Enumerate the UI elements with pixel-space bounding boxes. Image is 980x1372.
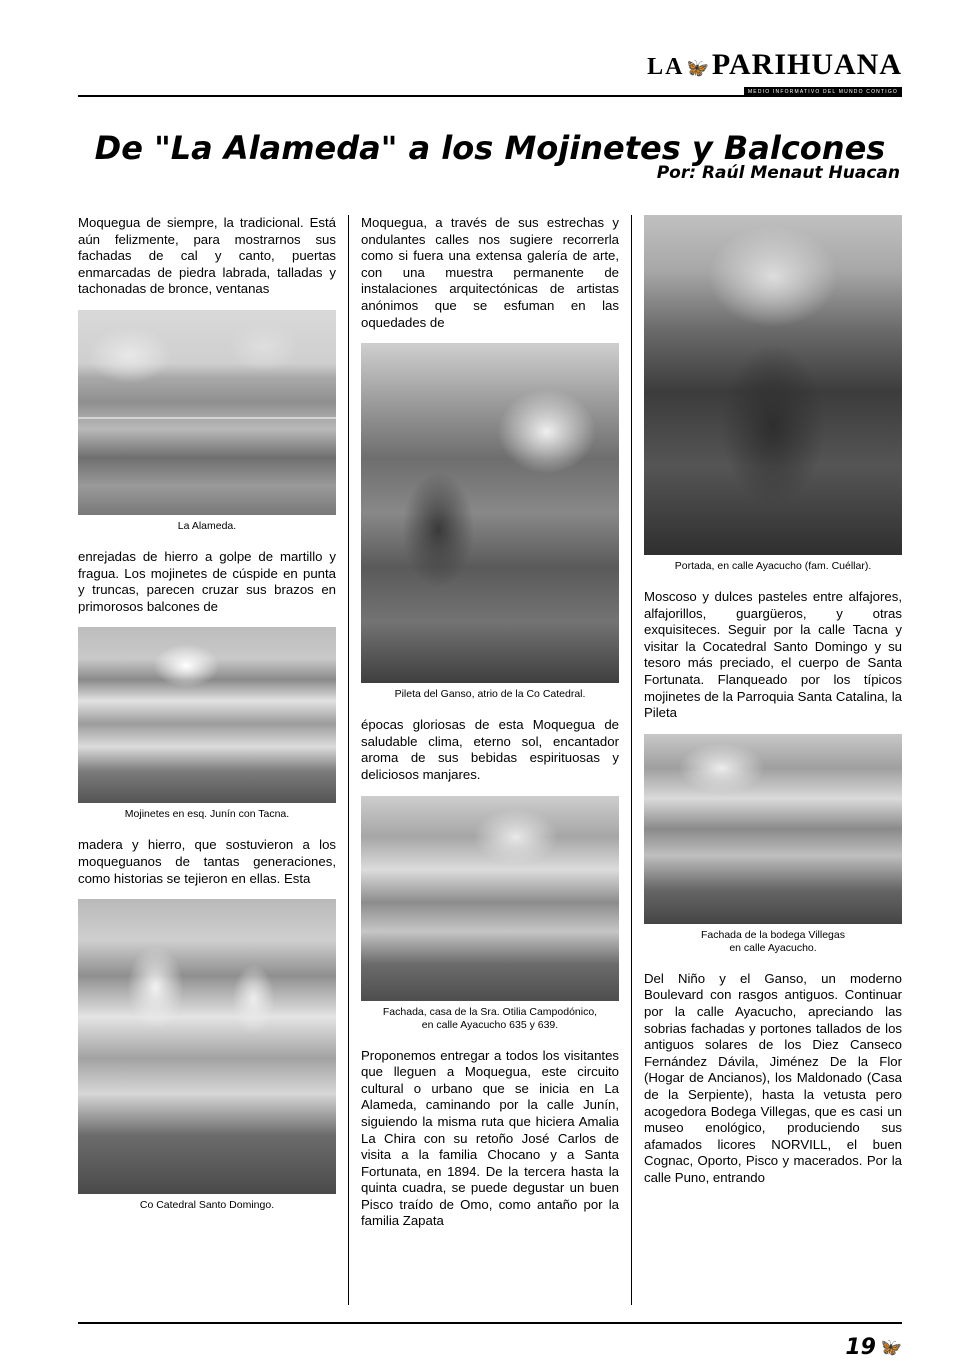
figure-pileta-del-ganso [361, 343, 619, 701]
figure-portada-cuellar [644, 215, 902, 573]
caption-co-catedral: Co Catedral Santo Domingo. [139, 1199, 275, 1212]
figure-fachada-campodonico [361, 796, 619, 1032]
masthead-tagline: MEDIO INFORMATIVO DEL MUNDO CONTIGO [744, 87, 902, 97]
col1-paragraph-3: madera y hierro, que sostuvieron a los moqueguanos de tantas generaciones, como historias se tejieron en ellas. Esta [78, 837, 336, 886]
column-3 [644, 215, 902, 1186]
caption-fachada-campodonico [361, 1006, 619, 1032]
column-2 [361, 215, 619, 1230]
figure-co-catedral [78, 899, 336, 1212]
masthead-logo-la: LA [647, 54, 685, 80]
col2-paragraph-1: Moquegua, a través de sus estrechas y ondulantes calles nos sugiere recorrerla como si fuera una extensa galería de arte, con una muestra permanente de instalaciones arquitectónicas de artistas anónimos que se esfuman en las oquedades de [361, 215, 619, 330]
caption-pileta-del-ganso: Pileta del Ganso, atrio de la Co Catedral. [394, 688, 586, 701]
header-divider [78, 95, 902, 97]
photo-co-catedral [78, 899, 336, 1194]
photo-la-alameda [78, 310, 336, 515]
masthead [647, 50, 902, 98]
column-1 [78, 215, 336, 1212]
page-title: De "La Alameda" a los Mojinetes y Balcones [94, 129, 886, 168]
col1-paragraph-2: enrejadas de hierro a golpe de martillo y fragua. Los mojinetes de cúspide en punta y truncas, parecen cruzar sus brazos en primorosos balcones de [78, 548, 336, 614]
figure-mojinetes [78, 627, 336, 821]
bird-icon: 🦋 [686, 58, 710, 78]
footer-divider [78, 1322, 902, 1324]
column-divider-2 [631, 215, 632, 1305]
caption-bodega-villegas [644, 929, 902, 955]
caption-line-2: en calle Ayacucho 635 y 639. [421, 1018, 559, 1031]
masthead-logo [647, 50, 902, 80]
caption-la-alameda: La Alameda. [177, 519, 237, 532]
col3-paragraph-1: Moscoso y dulces pasteles entre alfajores, alfajorillos, guargüeros, y otras exquisiteces. Seguir por la calle Tacna y visitar la Cocatedral Santo Domingo y su tesoro más preciado, el cuerpo de Santa Fortunata. Flanqueado por los típicos mojinetes de la Parroquia Santa Catalina, la Pileta [644, 589, 902, 721]
photo-bodega-villegas [644, 734, 902, 924]
caption-line-2: en calle Ayacucho. [729, 941, 817, 954]
photo-mojinetes [78, 627, 336, 803]
caption-portada-cuellar: Portada, en calle Ayacucho (fam. Cuéllar). [674, 560, 872, 572]
caption-mojinetes: Mojinetes en esq. Junín con Tacna. [124, 808, 290, 821]
col2-paragraph-3: Proponemos entregar a todos los visitantes que lleguen a Moquegua, este circuito cultural o urbano que se inicia en La Alameda, caminando por la calle Junín, siguiendo la misma ruta que hiciera Amalia La Chira con su retoño José Carlos de visita a la familia Chocano y a Santa Fortunata, en 1894. De la tercera hasta la quinta cuadra, se puede degustar un buen Pisco traído de Omo, como antaño por la familia Zapata [361, 1047, 619, 1229]
col3-paragraph-2: Del Niño y el Ganso, un moderno Boulevard con rasgos antiguos. Continuar por la calle Ayacucho, apreciando las sobrias fachadas y portones tallados de los antiguos solares de los Diez Canseco Fernández Dávila, Jiménez De la Flor (Hogar de Ancianos), los Maldonado (Casa de la Serpiente), hasta la vetusta pero acogedora Bodega Villegas, que es casi un museo enológico, produciendo sus afamados licores NORVILL, el buen Cognac, Oporto, Pisco y macerados. Por la calle Puno, entrando [644, 970, 902, 1185]
photo-portada-cuellar [644, 215, 902, 555]
column-divider-1 [348, 215, 349, 1305]
caption-line-1: Fachada, casa de la Sra. Otilia Campodónico, [382, 1005, 598, 1018]
bird-icon: 🦋 [880, 1338, 902, 1357]
figure-la-alameda [78, 310, 336, 533]
col2-paragraph-2: épocas gloriosas de esta Moquegua de saludable clima, eterno sol, encantador aroma de sus bebidas espirituosas y deliciosos manjares. [361, 717, 619, 782]
byline: Por: Raúl Menaut Huacan [656, 163, 900, 183]
article-columns [78, 215, 902, 1305]
figure-bodega-villegas [644, 734, 902, 955]
photo-pileta-del-ganso [361, 343, 619, 683]
masthead-logo-main: PARIHUANA [711, 48, 902, 81]
photo-fachada-campodonico [361, 796, 619, 1001]
col1-paragraph-1: Moquegua de siempre, la tradicional. Está aún felizmente, para mostrarnos sus fachadas de cal y canto, puertas enmarcadas de piedra labrada, talladas y tachonadas de bronce, ventanas [78, 215, 336, 297]
caption-line-1: Fachada de la bodega Villegas [700, 928, 845, 941]
page-number: 19 [845, 1335, 876, 1360]
